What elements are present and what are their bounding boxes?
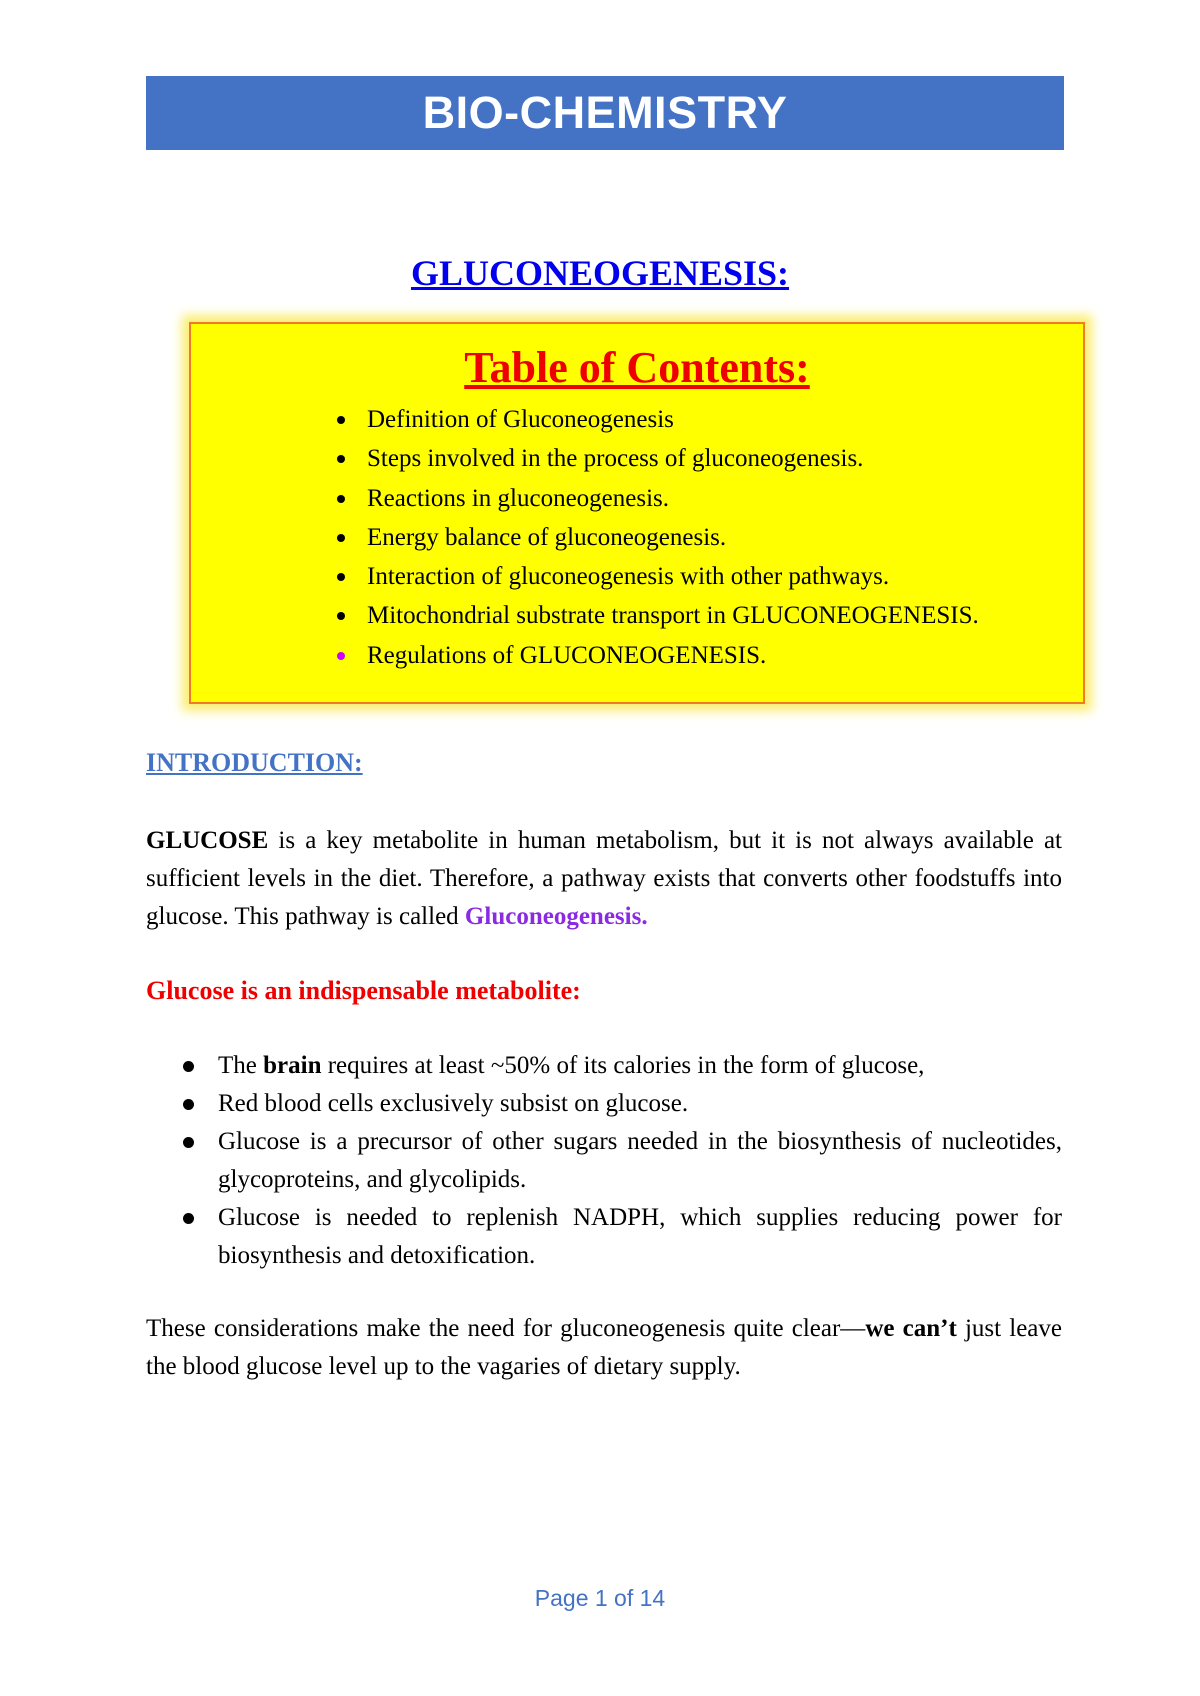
introduction-text: is a key metabolite in human metabolism, but it is not always available at sufficient levels in the diet. Therefore, a pathway exists that converts other foodstuffs into glucose. This pathway is called (146, 827, 1062, 930)
toc-item (331, 596, 979, 635)
table-of-contents-box (189, 322, 1085, 704)
toc-item-label: Definition of Gluconeogenesis (367, 406, 674, 433)
bullet-icon (337, 455, 345, 463)
document-title: GLUCONEOGENESIS: (410, 253, 790, 293)
closing-emphasis: we can’t (865, 1315, 957, 1342)
bullet-icon (337, 652, 345, 660)
current-page-number: 1 (594, 1585, 608, 1611)
list-item-text: Glucose is needed to replenish NADPH, which supplies reducing power for biosynthesis and detoxification. (218, 1204, 1062, 1269)
indispensable-heading: Glucose is an indispensable metabolite: (146, 976, 581, 1005)
bullet-icon (337, 495, 345, 503)
bullet-icon (337, 416, 345, 424)
toc-item (331, 400, 979, 439)
toc-item (331, 636, 979, 675)
toc-item-label: Interaction of gluconeogenesis with other pathways. (367, 563, 890, 591)
glucose-term: GLUCOSE (146, 827, 269, 854)
of-label: of (607, 1585, 640, 1611)
list-item-text: Glucose is a precursor of other sugars needed in the biosynthesis of nucleotides, glycoproteins, and glycolipids. (218, 1128, 1062, 1193)
bullet-icon (337, 573, 345, 581)
closing-paragraph (146, 1310, 1062, 1386)
brain-term: brain (263, 1052, 322, 1079)
toc-item-label: Steps involved in the process of gluconeogenesis. (367, 445, 864, 473)
toc-item (331, 518, 979, 557)
bullet-icon (183, 1061, 194, 1072)
subject-title: BIO-CHEMISTRY (422, 87, 788, 138)
introduction-heading: INTRODUCTION: (146, 748, 363, 777)
closing-text-end: just leave the blood glucose level up to the vagaries of dietary supply. (146, 1315, 1063, 1380)
toc-heading: Table of Contents: (464, 343, 810, 392)
list-item (146, 1047, 1062, 1085)
list-item-text: requires at least ~50% of its calories in the form of glucose, (321, 1052, 925, 1079)
list-item (146, 1085, 1062, 1123)
bullet-icon (183, 1099, 194, 1110)
toc-list (331, 400, 979, 675)
toc-item-label: Energy balance of gluconeogenesis. (367, 523, 727, 551)
gluconeogenesis-term: Gluconeogenesis. (464, 903, 648, 930)
bullet-icon (337, 534, 345, 542)
toc-item-label: Mitochondrial substrate transport in GLUCONEOGENESIS. (367, 602, 979, 630)
bullet-icon (183, 1213, 194, 1224)
bullet-icon (337, 612, 345, 620)
toc-item (331, 557, 979, 596)
list-item-text: Red blood cells exclusively subsist on glucose. (218, 1090, 689, 1117)
bullet-icon (183, 1137, 194, 1148)
list-item (146, 1123, 1062, 1199)
total-pages: 14 (639, 1585, 666, 1611)
toc-item-label: Reactions in gluconeogenesis. (367, 484, 670, 512)
list-item-text: The (218, 1052, 264, 1079)
toc-item (331, 439, 979, 478)
indispensable-list (146, 1047, 1062, 1275)
page-footer (0, 1585, 1200, 1612)
list-item (146, 1199, 1062, 1275)
toc-item-label: Regulations of GLUCONEOGENESIS. (367, 641, 767, 669)
page-label: Page (534, 1585, 595, 1611)
closing-text: These considerations make the need for gluconeogenesis quite clear— (146, 1315, 866, 1342)
introduction-paragraph (146, 822, 1062, 936)
subject-header-bar (146, 76, 1064, 150)
toc-item (331, 479, 979, 518)
